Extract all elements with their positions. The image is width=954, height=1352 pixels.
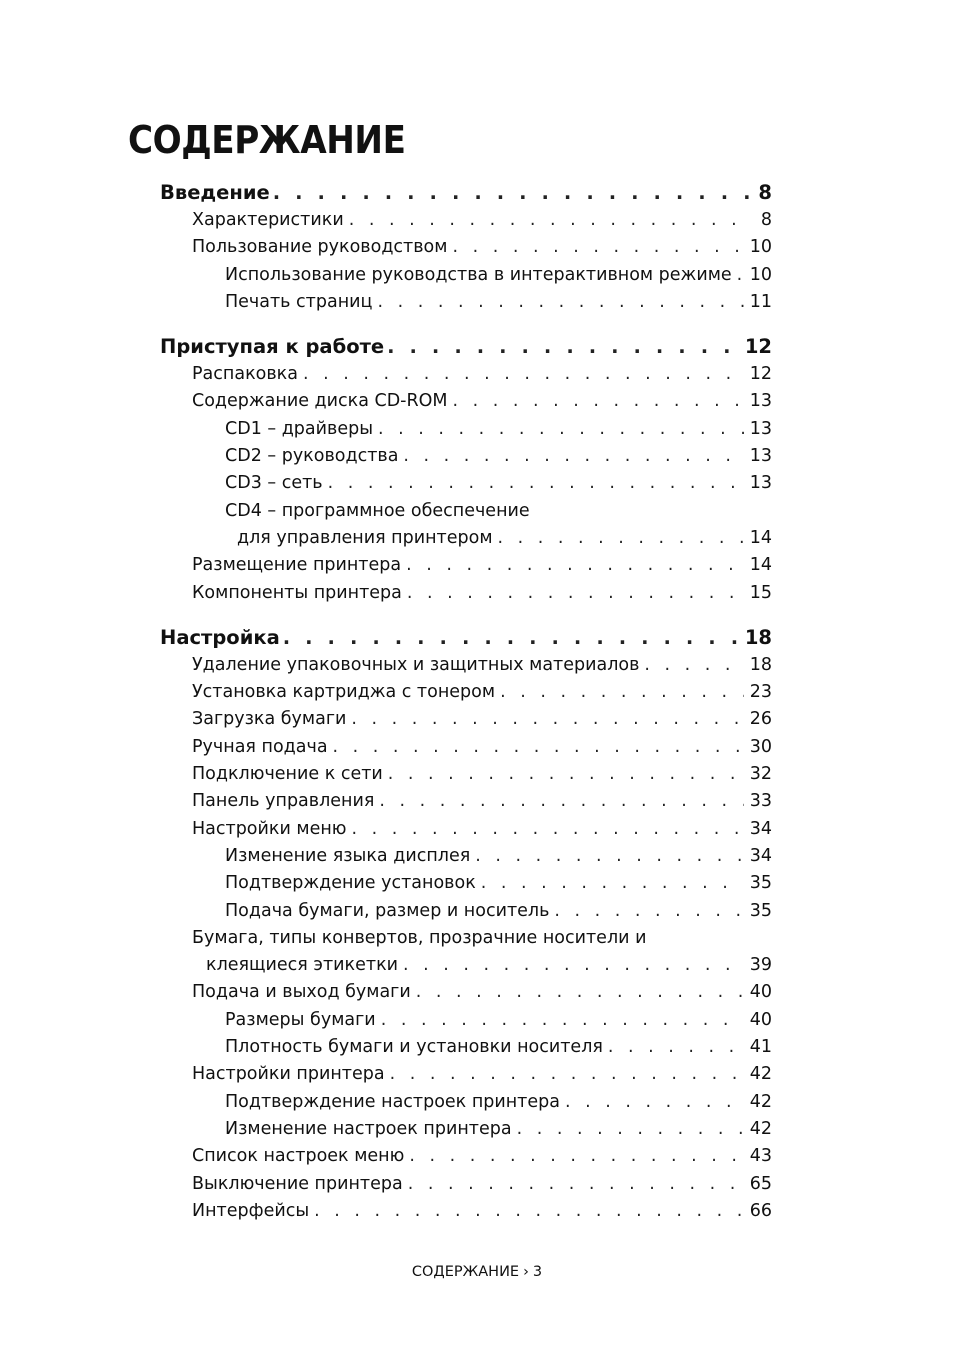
- toc-entry-title: Подключение к сети: [192, 764, 383, 785]
- toc-subsubsection-entry[interactable]: [160, 1007, 772, 1034]
- dot-leader: [406, 552, 744, 579]
- toc-page-number: 34: [749, 818, 772, 839]
- toc-subsubsection-entry[interactable]: [160, 416, 772, 443]
- toc-entry-title: для управления принтером: [237, 527, 493, 548]
- toc-page-number: 42: [749, 1118, 772, 1139]
- table-of-contents: [160, 178, 772, 1241]
- toc-entry-title: Настройки меню: [192, 818, 347, 839]
- toc-section: [160, 623, 772, 1225]
- toc-page-number: 13: [749, 391, 772, 412]
- dot-leader: [498, 525, 744, 552]
- toc-page-number: 23: [749, 682, 772, 703]
- toc-subsubsection-entry[interactable]: [160, 289, 772, 316]
- toc-subsubsection-entry[interactable]: [160, 262, 772, 289]
- toc-subsubsection-entry[interactable]: [160, 1034, 772, 1061]
- toc-entry-title: Выключение принтера: [192, 1173, 403, 1194]
- toc-entry-title: Печать страниц: [225, 291, 373, 312]
- toc-entry-title: Панель управления: [192, 791, 375, 812]
- toc-entry-title: CD2 – руководства: [225, 446, 399, 467]
- dot-leader: [554, 898, 743, 925]
- toc-page-number: 12: [749, 364, 772, 385]
- toc-page-number: 42: [749, 1064, 772, 1085]
- toc-subsection-entry[interactable]: [160, 979, 772, 1006]
- dot-leader: [328, 470, 744, 497]
- toc-subsubsection-entry[interactable]: [160, 1116, 772, 1143]
- toc-subsubsection-entry-continuation[interactable]: [160, 525, 772, 552]
- toc-page-number: 41: [749, 1037, 772, 1058]
- toc-entry-title: Подтверждение настроек принтера: [225, 1091, 560, 1112]
- toc-entry-title: CD4 – программное обеспечение: [225, 500, 530, 521]
- dot-leader: [303, 361, 744, 388]
- toc-page-number: 10: [749, 237, 772, 258]
- dot-leader: [481, 870, 744, 897]
- toc-page-number: 66: [749, 1200, 772, 1221]
- toc-page-number: 10: [749, 264, 772, 285]
- toc-subsubsection-entry[interactable]: [160, 443, 772, 470]
- toc-entry-title: Ручная подача: [192, 736, 328, 757]
- toc-page-number: 14: [749, 527, 772, 548]
- toc-entry-title: Размеры бумаги: [225, 1009, 376, 1030]
- toc-entry-title: Подтверждение установок: [225, 873, 476, 894]
- dot-leader: [314, 1198, 744, 1225]
- toc-subsection-entry[interactable]: [160, 925, 772, 952]
- toc-subsubsection-entry[interactable]: [160, 843, 772, 870]
- toc-entry-title: Пользование руководством: [192, 237, 448, 258]
- toc-entry-title: Введение: [160, 181, 270, 204]
- toc-entry-title: Подача бумаги, размер и носитель: [225, 900, 550, 921]
- dot-leader: [737, 262, 744, 289]
- toc-subsubsection-entry[interactable]: [160, 470, 772, 497]
- toc-page-number: 34: [749, 845, 772, 866]
- toc-entry-title: Характеристики: [192, 210, 344, 230]
- dot-leader: [416, 979, 744, 1006]
- dot-leader: [608, 1034, 744, 1061]
- toc-page-number: 26: [749, 709, 772, 730]
- dot-leader: [408, 1171, 744, 1198]
- dot-leader: [381, 1007, 744, 1034]
- toc-page-number: 15: [749, 582, 772, 603]
- dot-leader: [517, 1116, 744, 1143]
- dot-leader: [475, 843, 743, 870]
- toc-page-number: 40: [749, 1009, 772, 1030]
- toc-page-number: 39: [749, 955, 772, 976]
- dot-leader: [453, 388, 744, 415]
- toc-entry-title: Компоненты принтера: [192, 582, 402, 603]
- toc-entry-title: Содержание диска CD-ROM: [192, 391, 448, 412]
- toc-subsection-entry[interactable]: [160, 552, 772, 579]
- toc-subsection-entry-continuation[interactable]: [160, 952, 772, 979]
- toc-entry-title: Использование руководства в интерактивном режиме: [225, 264, 732, 285]
- toc-entry-title: Приступая к работе: [160, 335, 385, 359]
- toc-entry-title: Настройки принтера: [192, 1064, 385, 1085]
- dot-leader: [351, 706, 743, 733]
- toc-entry-title: Изменение настроек принтера: [225, 1118, 512, 1139]
- toc-section: [160, 178, 772, 316]
- toc-page-number: 35: [749, 873, 772, 894]
- toc-page-number: 14: [749, 555, 772, 576]
- toc-subsection-entry[interactable]: [160, 207, 772, 234]
- toc-page-number: 42: [749, 1091, 772, 1112]
- toc-chapter-entry[interactable]: [160, 178, 772, 207]
- toc-entry-title: Интерфейсы: [192, 1200, 310, 1221]
- toc-entry-title: Удаление упаковочных и защитных материалов: [192, 654, 640, 675]
- toc-page-number: 13: [749, 418, 772, 439]
- toc-page-number: 35: [749, 900, 772, 921]
- toc-page-number: 40: [749, 982, 772, 1003]
- toc-chapter-entry[interactable]: [160, 332, 772, 361]
- toc-page-number: 18: [749, 654, 772, 675]
- toc-page-number: 30: [749, 736, 772, 757]
- footer-label: СОДЕРЖАНИЕ: [411, 1264, 520, 1280]
- dot-leader: [283, 623, 743, 652]
- dot-leader: [452, 234, 743, 261]
- toc-subsubsection-entry[interactable]: [160, 870, 772, 897]
- toc-entry-title: Распаковка: [192, 364, 298, 385]
- toc-page-number: 13: [749, 446, 772, 467]
- dot-leader: [409, 1143, 743, 1170]
- toc-page-number: 32: [749, 764, 772, 785]
- toc-subsection-entry[interactable]: [160, 816, 772, 843]
- toc-entry-title: Загрузка бумаги: [192, 709, 347, 730]
- dot-leader: [500, 679, 744, 706]
- toc-entry-title: Список настроек меню: [192, 1146, 405, 1167]
- dot-leader: [349, 207, 744, 234]
- toc-subsection-entry[interactable]: [160, 788, 772, 815]
- toc-subsection-entry[interactable]: [160, 761, 772, 788]
- dot-leader: [379, 788, 743, 815]
- toc-entry-title: Изменение языка дисплея: [225, 845, 471, 866]
- toc-subsection-entry[interactable]: [160, 1061, 772, 1088]
- toc-entry-title: Размещение принтера: [192, 555, 402, 576]
- dot-leader: [388, 761, 744, 788]
- toc-entry-title: CD1 – драйверы: [225, 418, 374, 439]
- toc-page-number: 33: [749, 791, 772, 812]
- toc-subsection-entry[interactable]: [160, 361, 772, 388]
- toc-chapter-entry[interactable]: [160, 623, 772, 652]
- dot-leader: [333, 734, 744, 761]
- toc-entry-title: клеящиеся этикетки: [206, 955, 399, 976]
- toc-page-number: 12: [744, 335, 772, 359]
- footer-separator: ›: [523, 1264, 529, 1280]
- page-title: СОДЕРЖАНИЕ: [128, 118, 406, 162]
- toc-entry-title: Настройка: [160, 625, 280, 649]
- toc-subsection-entry[interactable]: [160, 734, 772, 761]
- toc-page-number: 8: [760, 210, 772, 230]
- footer-page-number: 3: [532, 1264, 543, 1280]
- toc-page-number: 11: [749, 291, 772, 312]
- toc-page-number: 18: [744, 625, 772, 649]
- toc-page-number: 65: [749, 1173, 772, 1194]
- toc-subsection-entry[interactable]: [160, 234, 772, 261]
- toc-entry-title: Подача и выход бумаги: [192, 982, 411, 1003]
- toc-entry-title: Бумага, типы конвертов, прозрачние носители и: [192, 927, 647, 948]
- dot-leader: [273, 178, 757, 207]
- toc-subsection-entry[interactable]: [160, 652, 772, 679]
- toc-entry-title: Установка картриджа с тонером: [192, 682, 496, 703]
- toc-subsection-entry[interactable]: [160, 1171, 772, 1198]
- toc-subsection-entry[interactable]: [160, 1198, 772, 1225]
- dot-leader: [387, 332, 743, 361]
- toc-subsection-entry[interactable]: [160, 706, 772, 733]
- toc-page-number: 43: [749, 1146, 772, 1167]
- toc-entry-title: Плотность бумаги и установки носителя: [225, 1037, 603, 1058]
- toc-page-number: 13: [749, 473, 772, 494]
- dot-leader: [390, 1061, 744, 1088]
- toc-page-number: 8: [758, 181, 772, 204]
- toc-subsubsection-entry[interactable]: [160, 898, 772, 925]
- toc-subsection-entry[interactable]: [160, 580, 772, 607]
- dot-leader: [403, 443, 743, 470]
- toc-entry-title: CD3 – сеть: [225, 473, 323, 494]
- toc-subsubsection-entry[interactable]: [160, 1089, 772, 1116]
- toc-subsubsection-entry[interactable]: [160, 498, 772, 525]
- dot-leader: [565, 1089, 744, 1116]
- dot-leader: [407, 580, 744, 607]
- page-footer: [0, 1264, 954, 1280]
- toc-subsection-entry[interactable]: [160, 1143, 772, 1170]
- dot-leader: [644, 652, 743, 679]
- dot-leader: [352, 816, 744, 843]
- toc-section: [160, 332, 772, 607]
- dot-leader: [377, 289, 743, 316]
- toc-subsection-entry[interactable]: [160, 679, 772, 706]
- toc-subsection-entry[interactable]: [160, 388, 772, 415]
- dot-leader: [403, 952, 744, 979]
- dot-leader: [378, 416, 744, 443]
